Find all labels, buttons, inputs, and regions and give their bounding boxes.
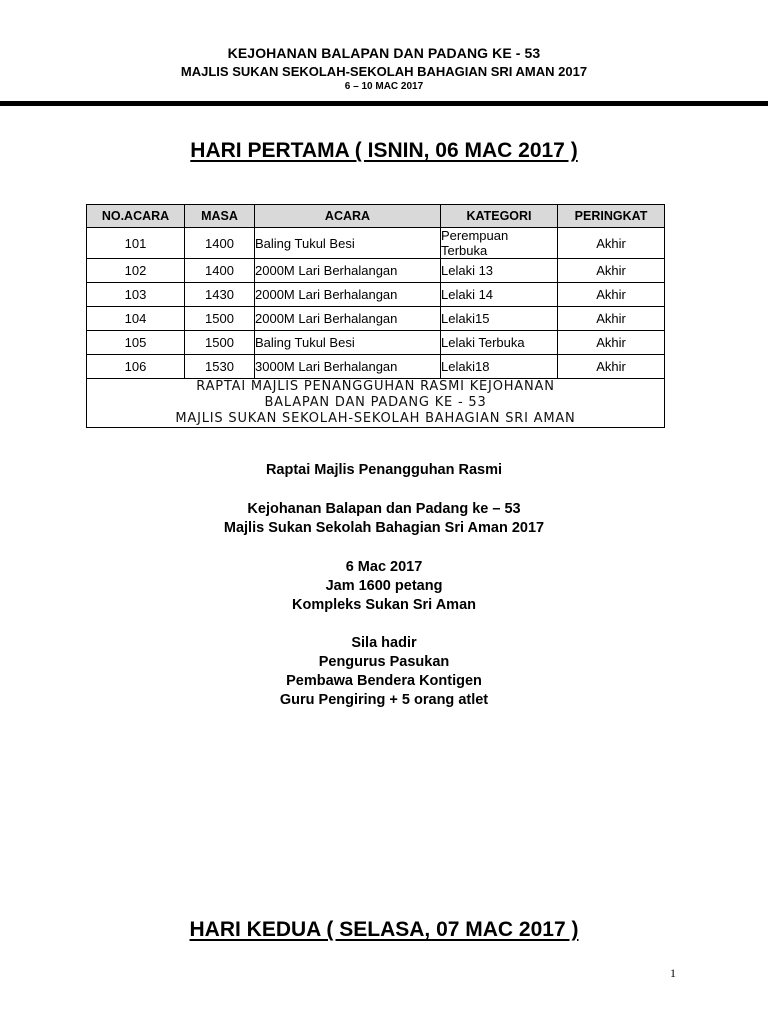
event-stage: Akhir	[558, 355, 665, 379]
event-category: Lelaki 13	[441, 259, 558, 283]
attendance-item: Pengurus Pasukan	[318, 654, 450, 670]
championship-dates: 6 – 10 MAC 2017	[344, 81, 424, 92]
event-time: 1430	[185, 283, 255, 307]
attendance-item: Guru Pengiring + 5 orang atlet	[279, 692, 489, 708]
notice-row	[87, 379, 665, 428]
event-category: Perempuan Terbuka	[441, 228, 558, 259]
announcement-venue: Kompleks Sukan Sri Aman	[292, 597, 476, 613]
page-number: 1	[670, 966, 676, 980]
table-row	[87, 355, 665, 379]
organizer-title: MAJLIS SUKAN SEKOLAH-SEKOLAH BAHAGIAN SRI AMAN 2017	[180, 64, 588, 79]
table-header-row	[87, 205, 665, 228]
event-category: Lelaki 14	[441, 283, 558, 307]
table-row	[87, 228, 665, 259]
event-number: 102	[87, 259, 185, 283]
table-row	[87, 283, 665, 307]
event-time: 1400	[185, 259, 255, 283]
col-header-kategori: KATEGORI	[441, 205, 558, 228]
attendance-item: Pembawa Bendera Kontigen	[286, 673, 482, 689]
event-time: 1530	[185, 355, 255, 379]
event-stage: Akhir	[558, 307, 665, 331]
announcement-title: Raptai Majlis Penangguhan Rasmi	[265, 462, 503, 478]
event-category: Lelaki15	[441, 307, 558, 331]
event-category: Lelaki18	[441, 355, 558, 379]
attendance-title: Sila hadir	[351, 635, 417, 651]
col-header-masa: MASA	[185, 205, 255, 228]
event-number: 104	[87, 307, 185, 331]
event-stage: Akhir	[558, 228, 665, 259]
header-divider	[0, 101, 768, 106]
event-name: 3000M Lari Berhalangan	[255, 355, 441, 379]
event-name: 2000M Lari Berhalangan	[255, 307, 441, 331]
announcement-event-line: Majlis Sukan Sekolah Bahagian Sri Aman 2017	[223, 520, 545, 536]
event-number: 103	[87, 283, 185, 307]
notice-line: BALAPAN DAN PADANG KE - 53	[264, 395, 487, 410]
table-row	[87, 259, 665, 283]
announcement-event-line: Kejohanan Balapan dan Padang ke – 53	[247, 501, 521, 517]
schedule-table	[86, 204, 665, 428]
notice-line: MAJLIS SUKAN SEKOLAH-SEKOLAH BAHAGIAN SRI AMAN	[175, 411, 576, 426]
event-name: Baling Tukul Besi	[255, 331, 441, 355]
col-header-acara: ACARA	[255, 205, 441, 228]
event-time: 1500	[185, 331, 255, 355]
event-name: Baling Tukul Besi	[255, 228, 441, 259]
championship-title: KEJOHANAN BALAPAN DAN PADANG KE - 53	[227, 45, 541, 61]
col-header-no-acara: NO.ACARA	[87, 205, 185, 228]
table-row	[87, 307, 665, 331]
event-number: 105	[87, 331, 185, 355]
event-name: 2000M Lari Berhalangan	[255, 283, 441, 307]
event-stage: Akhir	[558, 331, 665, 355]
event-stage: Akhir	[558, 259, 665, 283]
event-number: 101	[87, 228, 185, 259]
announcement-date: 6 Mac 2017	[345, 559, 423, 575]
event-time: 1400	[185, 228, 255, 259]
col-header-peringkat: PERINGKAT	[558, 205, 665, 228]
event-stage: Akhir	[558, 283, 665, 307]
notice-line: RAPTAI MAJLIS PENANGGUHAN RASMI KEJOHANAN	[196, 379, 555, 394]
event-number: 106	[87, 355, 185, 379]
closing-rehearsal-notice	[87, 379, 665, 428]
event-category: Lelaki Terbuka	[441, 331, 558, 355]
table-row	[87, 331, 665, 355]
event-name: 2000M Lari Berhalangan	[255, 259, 441, 283]
day-one-title: HARI PERTAMA ( ISNIN, 06 MAC 2017 )	[190, 139, 578, 162]
event-time: 1500	[185, 307, 255, 331]
day-two-title: HARI KEDUA ( SELASA, 07 MAC 2017 )	[189, 918, 579, 941]
announcement-time: Jam 1600 petang	[325, 578, 443, 594]
